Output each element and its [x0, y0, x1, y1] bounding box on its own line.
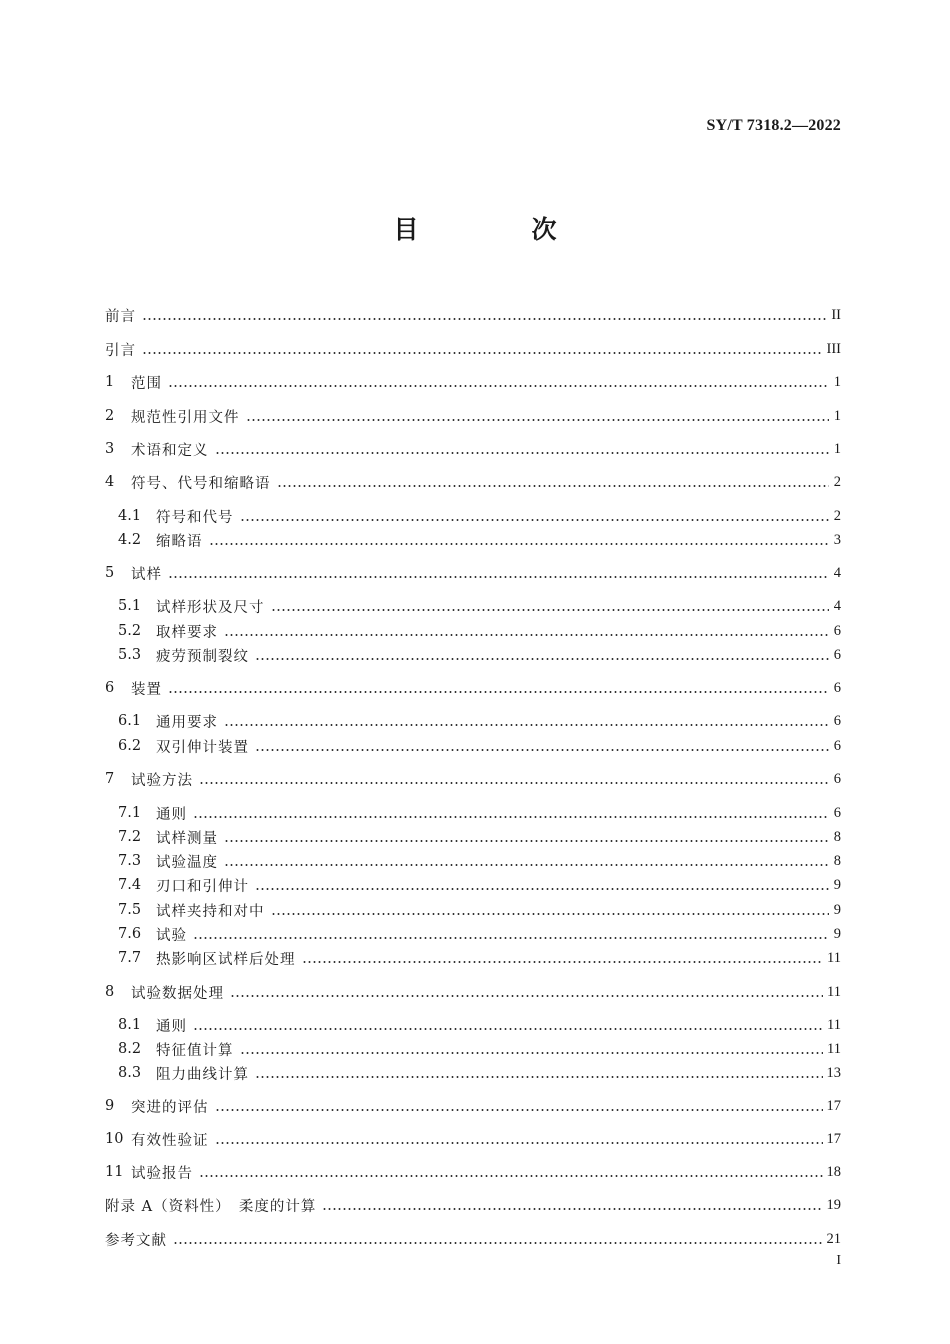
toc-entry-page: 11 — [827, 1016, 841, 1033]
dot-leader — [224, 855, 829, 867]
dot-leader — [168, 682, 829, 694]
toc-entry-number: 2 — [105, 408, 115, 424]
toc-entry-page: 3 — [833, 531, 841, 548]
toc-entry-number: 1 — [105, 374, 115, 390]
dot-leader — [168, 567, 829, 579]
toc-entry-page: 6 — [833, 712, 841, 729]
toc-entry-title: 双引伸计装置 — [156, 739, 249, 756]
toc-entry-number: 6.2 — [118, 738, 142, 754]
toc-entry[interactable] — [105, 1228, 841, 1250]
toc-entry-page: 4 — [833, 597, 841, 614]
page-number: I — [836, 1253, 841, 1268]
toc-entry-page: 17 — [826, 1097, 841, 1114]
toc-entry-title: 参考文献 — [105, 1232, 167, 1249]
dot-leader — [271, 600, 830, 612]
toc-entry[interactable] — [105, 768, 841, 790]
toc-entry-number: 11 — [105, 1164, 124, 1180]
toc-entry-number: 7.4 — [118, 877, 142, 893]
toc-entry-page: 9 — [833, 876, 841, 893]
toc-entry-number: 8 — [105, 984, 115, 1000]
dot-leader — [255, 740, 829, 752]
dot-leader — [255, 879, 829, 891]
toc-entry-title: 阻力曲线计算 — [156, 1066, 249, 1083]
toc-entry-title: 装置 — [131, 681, 162, 698]
toc-entry-page: III — [826, 340, 841, 357]
toc-entry[interactable] — [118, 505, 841, 527]
dot-leader — [193, 807, 829, 819]
dot-leader — [209, 534, 830, 546]
dot-leader — [142, 309, 827, 321]
toc-entry[interactable] — [118, 1062, 841, 1084]
toc-entry-title: 前言 — [105, 308, 136, 325]
toc-entry-page: 1 — [833, 407, 841, 424]
toc-entry-page: 4 — [833, 564, 841, 581]
toc-entry-number: 8.1 — [118, 1017, 142, 1033]
toc-entry-page: 9 — [833, 901, 841, 918]
toc-entry[interactable] — [105, 471, 841, 493]
toc-entry-title: 疲劳预制裂纹 — [156, 648, 249, 665]
toc-entry-page: 6 — [833, 646, 841, 663]
toc-entry-number: 7.5 — [118, 902, 142, 918]
toc-entry[interactable] — [118, 874, 841, 896]
toc-entry-number: 6.1 — [118, 713, 142, 729]
toc-entry[interactable] — [105, 405, 841, 427]
toc-entry-page: 9 — [833, 925, 841, 942]
dot-leader — [224, 831, 829, 843]
toc-entry-title: 范围 — [131, 375, 162, 392]
toc-entry-page: 11 — [827, 1040, 841, 1057]
dot-leader — [224, 715, 829, 727]
dot-leader — [224, 625, 829, 637]
toc-entry-title: 试样测量 — [156, 830, 218, 847]
dot-leader — [230, 986, 823, 998]
toc-entry-number: 8.2 — [118, 1041, 142, 1057]
toc-entry-page: 2 — [833, 473, 841, 490]
toc-entry-page: 1 — [833, 440, 841, 457]
toc-entry-number: 6 — [105, 680, 115, 696]
toc-entry-page: 1 — [833, 373, 841, 390]
toc-entry-page: 17 — [826, 1130, 841, 1147]
toc-entry[interactable] — [105, 1161, 841, 1183]
toc-entry-title: 热影响区试样后处理 — [156, 951, 296, 968]
toc-entry[interactable] — [118, 620, 841, 642]
toc-entry-page: 2 — [833, 507, 841, 524]
dot-leader — [199, 1166, 823, 1178]
toc-entry[interactable] — [118, 850, 841, 872]
toc-entry-title: 引言 — [105, 342, 136, 359]
toc-entry-page: 11 — [827, 983, 841, 1000]
toc-entry-title: 试验报告 — [131, 1165, 193, 1182]
toc-entry-title: 刃口和引伸计 — [156, 878, 249, 895]
toc-entry-page: 8 — [833, 852, 841, 869]
toc-entry-title: 试样 — [131, 566, 162, 583]
dot-leader — [271, 904, 830, 916]
dot-leader — [277, 476, 830, 488]
toc-entry-title: 通则 — [156, 806, 187, 823]
toc-entry[interactable] — [118, 947, 841, 969]
dot-leader — [215, 1133, 823, 1145]
toc-entry-number: 5.1 — [118, 598, 142, 614]
toc-entry-page: 18 — [826, 1163, 841, 1180]
toc-entry-number: 5 — [105, 565, 115, 581]
toc-entry-number: 5.3 — [118, 647, 142, 663]
toc-entry[interactable] — [118, 802, 841, 824]
toc-entry-page: 13 — [826, 1064, 841, 1081]
toc-entry-title: 试样形状及尺寸 — [156, 599, 265, 616]
toc-entry-number: 7.3 — [118, 853, 142, 869]
toc-entry-title: 试验数据处理 — [131, 985, 224, 1002]
dot-leader — [302, 952, 824, 964]
toc-entry-title: 特征值计算 — [156, 1042, 234, 1059]
dot-leader — [193, 1019, 823, 1031]
toc-entry-title: 试验温度 — [156, 854, 218, 871]
toc-entry-number: 7 — [105, 771, 115, 787]
dot-leader — [215, 443, 830, 455]
toc-entry[interactable] — [118, 595, 841, 617]
dot-leader — [322, 1199, 822, 1211]
toc-entry-title: 试样夹持和对中 — [156, 903, 265, 920]
toc-entry-title: 突进的评估 — [131, 1099, 209, 1116]
toc-entry[interactable] — [105, 1194, 841, 1216]
toc-entry[interactable] — [118, 923, 841, 945]
toc-entry-number: 3 — [105, 441, 115, 457]
toc-entry-title: 试验 — [156, 927, 187, 944]
toc-entry-number: 9 — [105, 1098, 115, 1114]
dot-leader — [199, 773, 829, 785]
toc-entry-page: 8 — [833, 828, 841, 845]
toc-entry[interactable] — [105, 677, 841, 699]
toc-entry-title: 缩略语 — [156, 533, 203, 550]
dot-leader — [142, 343, 823, 355]
dot-leader — [215, 1100, 823, 1112]
dot-leader — [240, 1043, 824, 1055]
toc-entry-title: 通用要求 — [156, 714, 218, 731]
toc-entry-page: 11 — [827, 949, 841, 966]
toc-entry-page: 6 — [833, 770, 841, 787]
toc-entry[interactable] — [118, 826, 841, 848]
page-title: 目 次 — [393, 215, 601, 244]
toc-entry[interactable] — [118, 1038, 841, 1060]
toc-entry[interactable] — [118, 710, 841, 732]
toc-entry-number: 8.3 — [118, 1065, 142, 1081]
toc-entry[interactable] — [105, 338, 841, 360]
toc-entry-title: 通则 — [156, 1018, 187, 1035]
toc-entry-number: 10 — [105, 1131, 124, 1147]
toc-entry[interactable] — [105, 981, 841, 1003]
toc-entry-number: 7.7 — [118, 950, 142, 966]
toc-entry[interactable] — [105, 1128, 841, 1150]
toc-entry[interactable] — [105, 304, 841, 326]
toc-entry-number: 5.2 — [118, 623, 142, 639]
toc-entry-page: 21 — [826, 1230, 841, 1247]
toc-entry-title: 取样要求 — [156, 624, 218, 641]
toc-entry-page: 19 — [826, 1196, 841, 1213]
toc-entry-number: 7.6 — [118, 926, 142, 942]
dot-leader — [173, 1233, 823, 1245]
dot-leader — [193, 928, 829, 940]
toc-entry-number: 4 — [105, 474, 115, 490]
toc-entry-title: 有效性验证 — [131, 1132, 209, 1149]
toc-entry[interactable] — [118, 735, 841, 757]
dot-leader — [240, 510, 830, 522]
toc-entry[interactable] — [118, 644, 841, 666]
toc-entry[interactable] — [105, 562, 841, 584]
toc-entry-number: 7.1 — [118, 805, 142, 821]
toc-entry-title: 术语和定义 — [131, 442, 209, 459]
toc-entry-number: 7.2 — [118, 829, 142, 845]
toc-entry[interactable] — [118, 529, 841, 551]
toc-entry-page: 6 — [833, 737, 841, 754]
toc-entry-page: 6 — [833, 622, 841, 639]
toc-entry-title: 符号、代号和缩略语 — [131, 475, 271, 492]
toc-entry-page: 6 — [833, 679, 841, 696]
toc-entry-title: 附录 A（资料性） 柔度的计算 — [105, 1198, 317, 1215]
toc-entry-title: 试验方法 — [131, 772, 193, 789]
toc-entry-page: 6 — [833, 804, 841, 821]
standard-code: SY/T 7318.2—2022 — [706, 117, 841, 134]
toc-entry-page: II — [831, 306, 841, 323]
dot-leader — [246, 410, 830, 422]
toc-entry[interactable] — [118, 899, 841, 921]
toc-entry-title: 符号和代号 — [156, 509, 234, 526]
toc-entry-number: 4.2 — [118, 532, 142, 548]
toc-entry[interactable] — [105, 1095, 841, 1117]
dot-leader — [255, 649, 829, 661]
dot-leader — [255, 1067, 823, 1079]
toc-entry[interactable] — [105, 438, 841, 460]
toc-entry-number: 4.1 — [118, 508, 142, 524]
toc-entry[interactable] — [105, 371, 841, 393]
toc-entry-title: 规范性引用文件 — [131, 409, 240, 426]
dot-leader — [168, 376, 829, 388]
toc-entry[interactable] — [118, 1014, 841, 1036]
